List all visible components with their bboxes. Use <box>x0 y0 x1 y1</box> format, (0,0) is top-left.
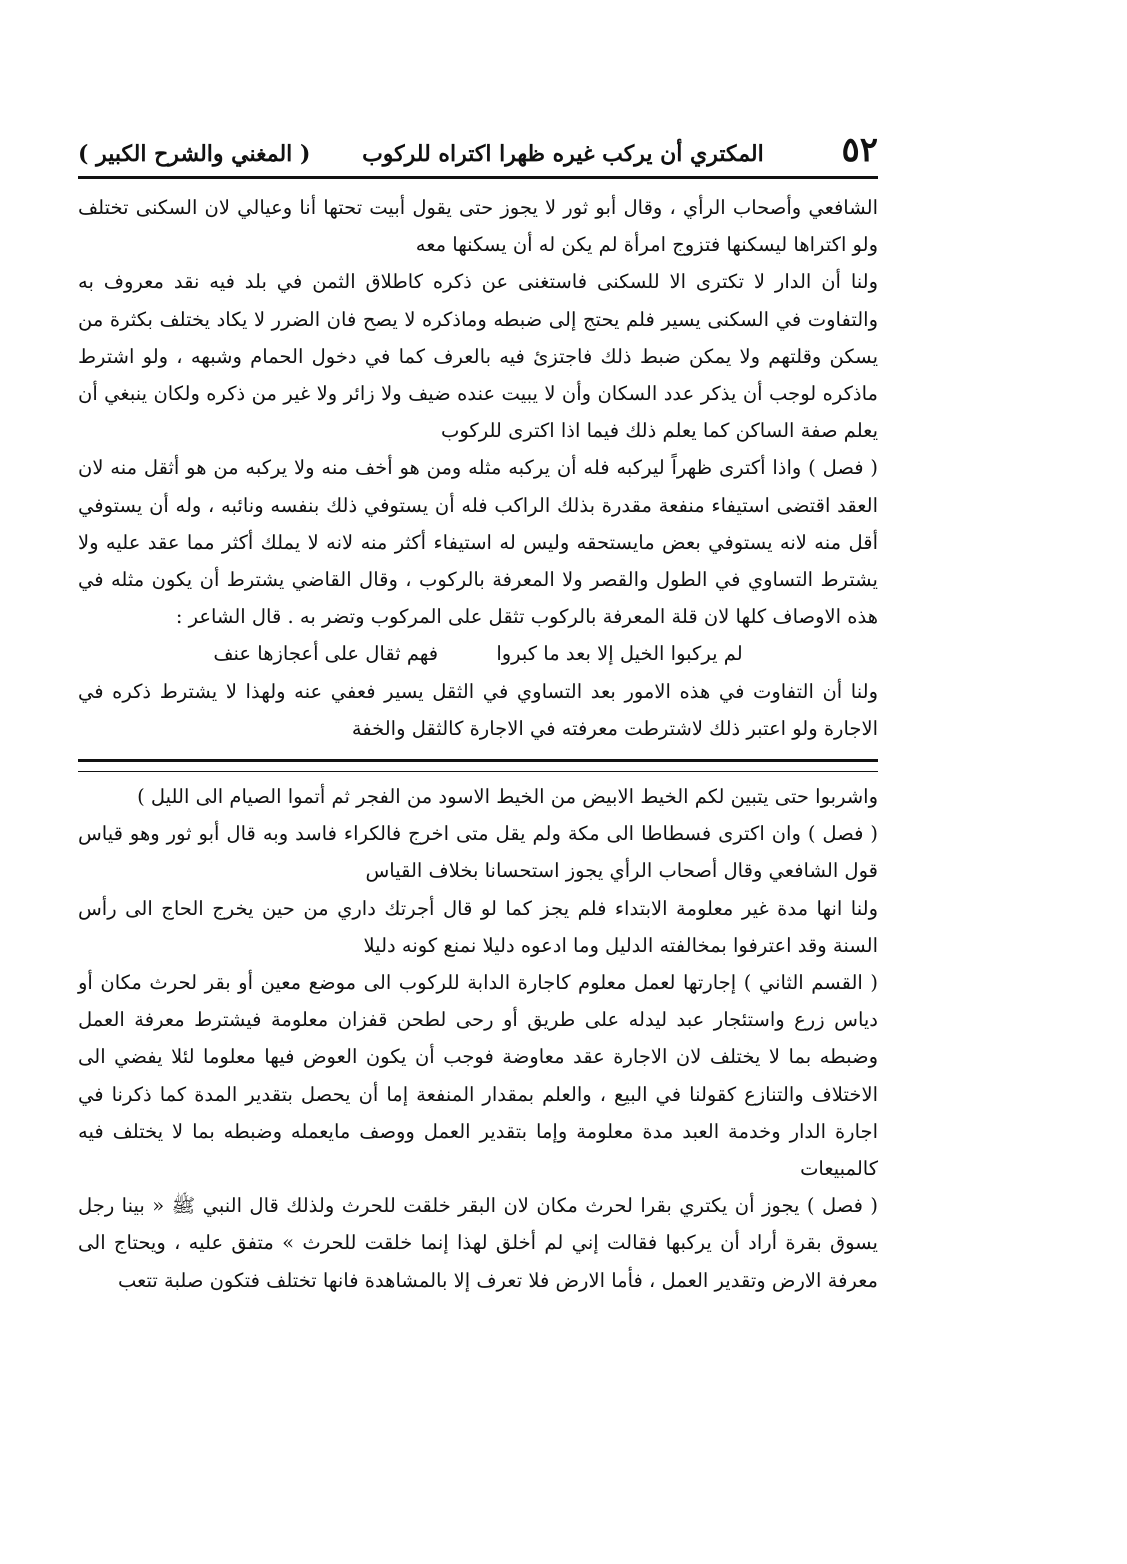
paragraph: ( فصل ) واذا أكترى ظهراً ليركبه فله أن يركبه مثله ومن هو أخف منه ولا يركبه من هو أثقل منه لان العقد اقتضى استيفاء منفعة مقدرة بذلك الراكب فله أن يستوفي ذلك بنفسه ونائبه ، وله أن يستوفي أقل منه لانه يستوفي بعض مايستحقه وليس له استيفاء أكثر منه لانه لا يملك أكثر مما عقد عليه ولا يشترط التساوي في الطول والقصر ولا المعرفة بالركوب ، وقال القاضي يشترط أن يكون مثله في هذه الاوصاف كلها لان قلة المعرفة بالركوب تثقل على المركوب وتضر به . قال الشاعر : <box>78 456 878 629</box>
page-header <box>78 130 878 179</box>
paragraph: ( فصل ) وان اكترى فسطاطا الى مكة ولم يقل متى اخرج فالكراء فاسد وبه قال أبو ثور وهو قياس قول الشافعي وقال أصحاب الرأي يجوز استحسانا بخلاف القياس <box>78 822 878 883</box>
paragraph: ( القسم الثاني ) إجارتها لعمل معلوم كاجارة الدابة للركوب الى موضع معين أو بقر لحرث مكان أو دياس زرع واستئجار عبد ليدله على طريق أو رحى لطحن قفزان معلومة فيشترط معرفة العمل وضبطه بما لا يختلف لان الاجارة عقد معاوضة فوجب أن يكون العوض فيها معلوما لئلا يفضي الى الاختلاف والتنازع كقولنا في البيع ، والعلم بمقدار المنفعة إما أن يحصل بتقدير المدة كما ذكرنا في اجارة الدار وخدمة العبد مدة معلومة وإما بتقدير العمل ووصف مايعمله وضبطه بما لا يختلف فيه كالمبيعات <box>78 971 878 1181</box>
section-divider <box>78 759 878 772</box>
book-title: ( المغني والشرح الكبير ) <box>78 141 311 167</box>
paragraph: ولنا أن الدار لا تكترى الا للسكنى فاستغنى عن ذكره كاطلاق الثمن في بلد فيه نقد معروف به والتفاوت في السكنى يسير فلم يحتج إلى ضبطه وماذكره لا يصح فان الضرر لا يكاد يختلف بكثرة من يسكن وقلتهم ولا يمكن ضبط ذلك فاجتزئ فيه بالعرف كما في دخول الحمام وشبهه ، ولو اشترط ماذكره لوجب أن يذكر عدد السكان وأن لا يبيت عنده ضيف ولا زائر ولا غير من ذكره ولكان ينبغي أن يعلم صفة الساكن كما يعلم ذلك فيما اذا اكترى للركوب <box>78 270 878 443</box>
verse-first-hemistich: لم يركبوا الخيل إلا بعد ما كبروا <box>496 642 743 666</box>
page-number: ٥٢ <box>841 130 878 170</box>
lower-text <box>78 778 878 1299</box>
verse-second-hemistich: فهم ثقال على أعجازها عنف <box>213 642 439 666</box>
page <box>78 130 878 1299</box>
main-text <box>78 189 878 747</box>
paragraph: ( فصل ) يجوز أن يكتري بقرا لحرث مكان لان البقر خلقت للحرث ولذلك قال النبي ﷺ « بينا رجل يسوق بقرة أراد أن يركبها فقالت إني لم أخلق لهذا إنما خلقت للحرث » متفق عليه ، ويحتاج الى معرفة الارض وتقدير العمل ، فأما الارض فلا تعرف إلا بالمشاهدة فانها تختلف فتكون صلبة تتعب <box>78 1194 878 1292</box>
paragraph: الشافعي وأصحاب الرأي ، وقال أبو ثور لا يجوز حتى يقول أبيت تحتها أنا وعيالي لان السكنى تختلف ولو اكتراها ليسكنها فتزوج امرأة لم يكن له أن يسكنها معه <box>78 196 878 257</box>
paragraph: ولنا انها مدة غير معلومة الابتداء فلم يجز كما لو قال أجرتك داري من حين يخرج الحاج الى رأس السنة وقد اعترفوا بمخالفته الدليل وما ادعوه دليلا نمنع كونه دليلا <box>78 896 878 957</box>
paragraph: واشربوا حتى يتبين لكم الخيط الابيض من الخيط الاسود من الفجر ثم أتموا الصيام الى الليل ) <box>137 785 878 809</box>
paragraph: ولنا أن التفاوت في هذه الامور بعد التساوي في الثقل يسير فعفي عنه ولهذا لا يشترط ذكره في الاجارة ولو اعتبر ذلك لاشترطت معرفته في الاجارة كالثقل والخفة <box>78 679 878 740</box>
running-title: المكتري أن يركب غيره ظهرا اكتراه للركوب <box>362 141 764 167</box>
poetry-verse <box>78 635 878 672</box>
